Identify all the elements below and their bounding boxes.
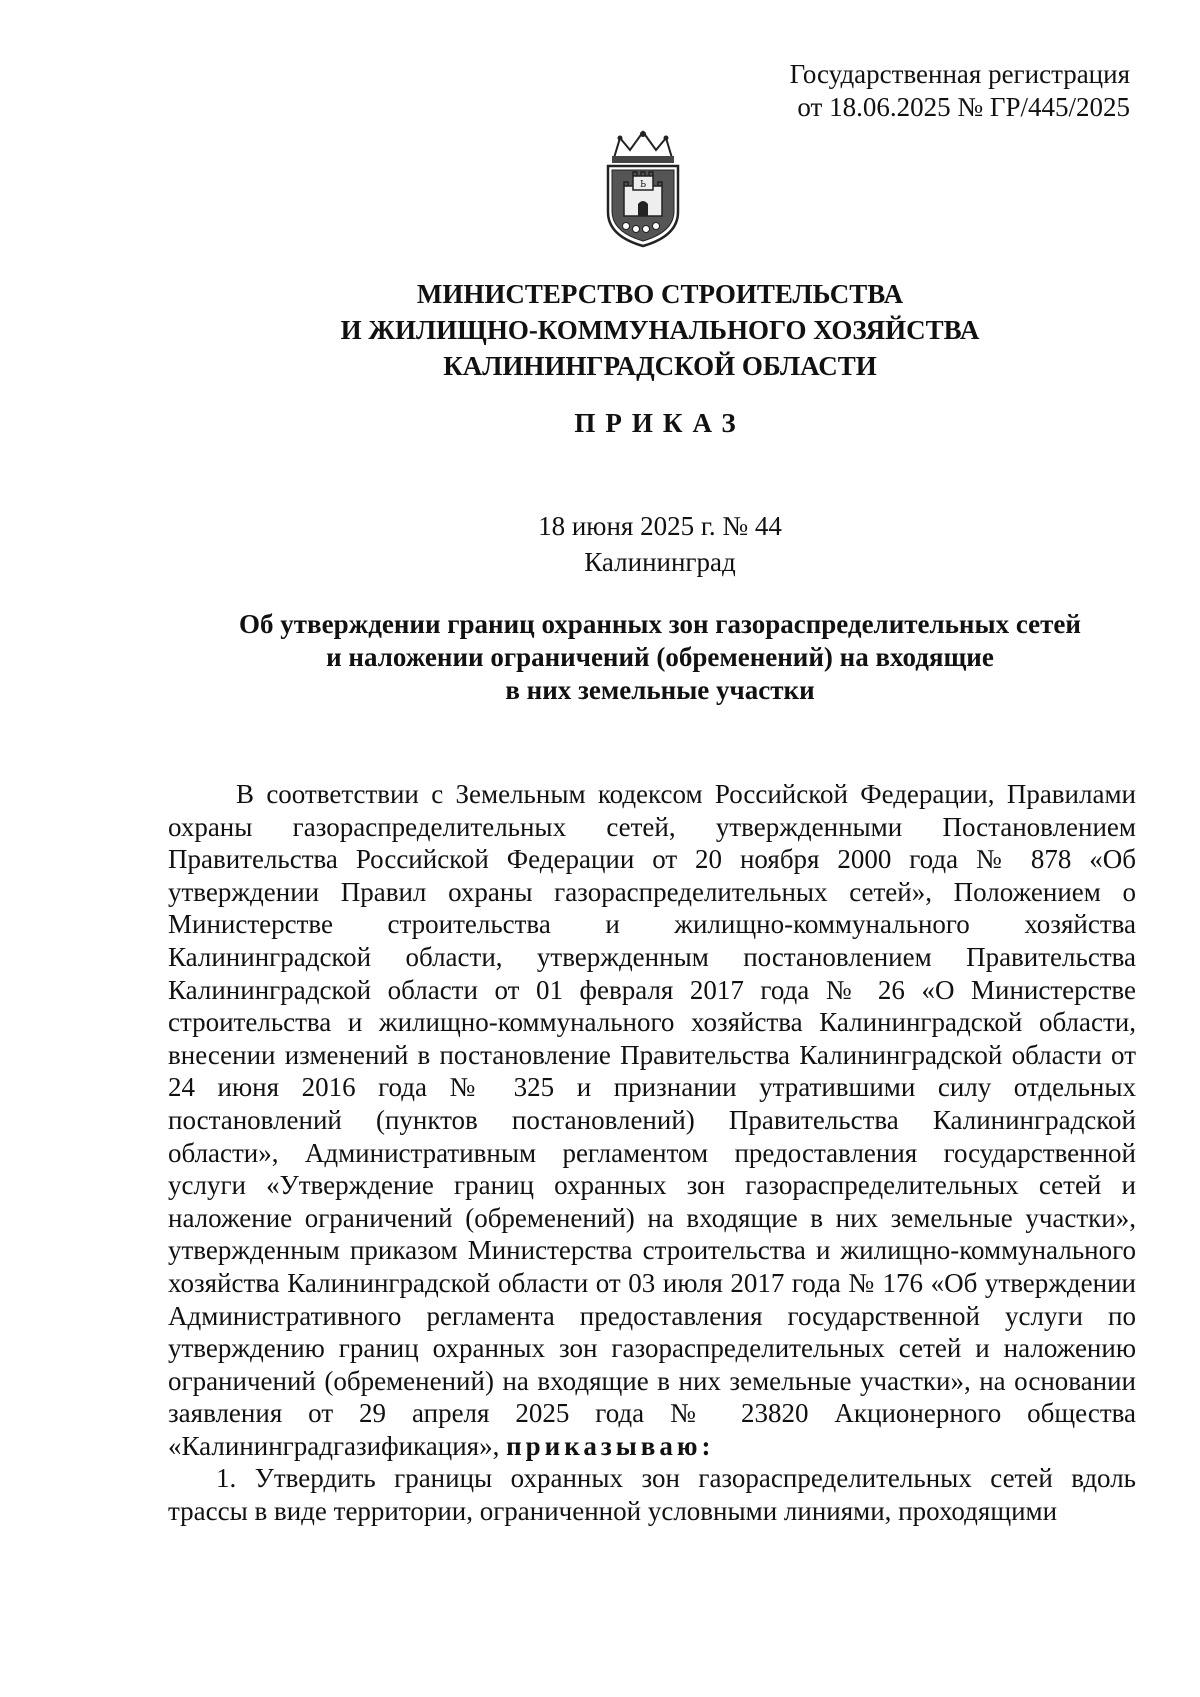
document-city: Калининград: [584, 547, 736, 577]
preamble-paragraph: [168, 778, 1136, 1462]
ministry-line-3: КАЛИНИНГРАДСКОЙ ОБЛАСТИ: [443, 351, 877, 381]
registration-line-1: Государственная регистрация: [789, 59, 1130, 89]
document-type-title: ПРИКАЗ: [574, 408, 746, 438]
subject-line-1: Об утверждении границ охранных зон газораспределительных сетей: [239, 609, 1081, 639]
ministry-line-1: МИНИСТЕРСТВО СТРОИТЕЛЬСТВА: [416, 279, 904, 309]
registration-stamp: [790, 58, 1130, 124]
preamble-text: В соответствии с Земельным кодексом Российской Федерации, Правилами охраны газораспределительных сетей, утвержденными Постановлением Правительства Российской Федерации от 20 ноября 2000 года № 878 «Об утверждении Правил охраны газораспределительных сетей», Положением о Министерстве строительства и жилищно-коммунального хозяйства Калининградской области, утвержденным постановлением Правительства Калининградской области от 01 февраля 2017 года № 26 «О Министерстве строительства и жилищно-коммунального хозяйства Калининградской области, внесении изменений в постановление Правительства Калининградской области от 24 июня 2016 года № 325 и признании утратившими силу отдельных постановлений (пунктов постановлений) Правительства Калининградской области», Административным регламентом предоставления государственной услуги «Утверждение границ охранных зон газораспределительных сетей и наложение ограничений (обременений) на входящие в них земельные участки», утвержденным приказом Министерства строительства и жилищно-коммунального хозяйства Калининградской области от 03 июля 2017 года № 176 «Об утверждении Административного регламента предоставления государственной услуги по утверждению границ охранных зон газораспределительных сетей и наложению ограничений (обременений) на входящие в них земельные участки», на основании заявления от 29 апреля 2025 года № 23820 Акционерного общества «Калининградгазификация»,: [168, 779, 1136, 1461]
registration-line-2: от 18.06.2025 № ГР/445/2025: [797, 92, 1130, 122]
date-and-place: [120, 508, 1200, 580]
document-body: [168, 778, 1136, 1528]
ministry-line-2: И ЖИЛИЩНО-КОММУНАЛЬНОГО ХОЗЯЙСТВА: [340, 315, 980, 345]
svg-text:Ь: Ь: [639, 180, 647, 190]
order-item-1: 1. Утвердить границы охранных зон газораспределительных сетей вдоль трассы в виде территории, ограниченной условными линиями, проходящими: [168, 1463, 1136, 1527]
document-subject: [120, 608, 1200, 707]
order-word: приказываю:: [506, 1430, 715, 1461]
subject-line-3: в них земельные участки: [505, 675, 815, 705]
coat-of-arms-icon: [600, 128, 686, 250]
subject-line-2: и наложении ограничений (обременений) на входящие: [326, 642, 994, 672]
ministry-header: [0, 276, 1200, 384]
document-date-number: 18 июня 2025 г. № 44: [538, 511, 782, 541]
